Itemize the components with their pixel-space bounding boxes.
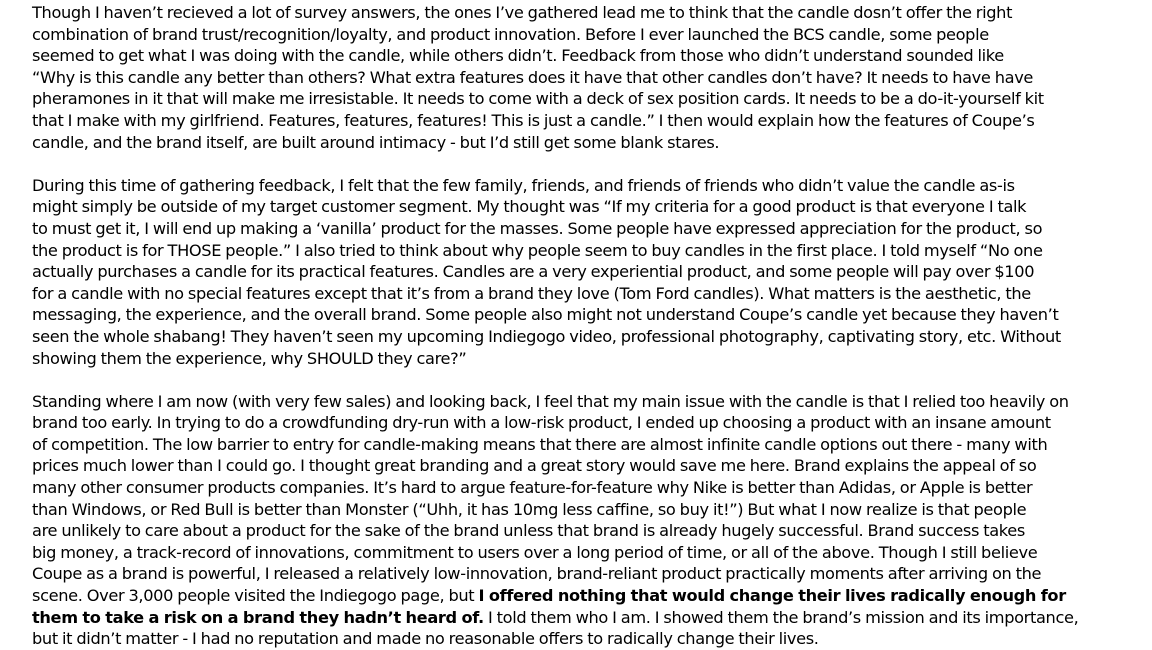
text-line: pheramones in it that will make me irresistable. It needs to come with a deck of sex position cards. It needs to be a do-it-yourself kit [32, 89, 1044, 109]
text-line: Standing where I am now (with very few sales) and looking back, I feel that my main issue with the candle is that I relied too heavily on [32, 391, 1069, 411]
text-line: prices much lower than I could go. I thought great branding and a great story would save me here. Brand explains the appeal of so [32, 456, 1037, 476]
text-line: the product is for THOSE people.” I also tried to think about why people seem to buy candles in the first place. I told myself “No one [32, 240, 1043, 260]
text-line-mixed [32, 607, 1124, 629]
text-line: but it didn’t matter - I had no reputation and made no reasonable offers to radically change their lives. [32, 629, 819, 649]
text-line: Coupe as a brand is powerful, I released a relatively low-innovation, brand-reliant product practically moments after arriving on the [32, 564, 1042, 584]
text-line: to must get it, I will end up making a ‘vanilla’ product for the masses. Some people have expressed appreciation for the product, so [32, 218, 1043, 238]
paragraph-gathering-feedback [32, 175, 1124, 369]
text-line: seemed to get what I was doing with the candle, while others didn’t. Feedback from those who didn’t understand sounded like [32, 46, 1004, 66]
text-line: “Why is this candle any better than others? What extra features does it have that other candles don’t have? It needs to have have [32, 67, 1034, 87]
paragraph-survey-feedback [32, 2, 1124, 153]
text-line: During this time of gathering feedback, I felt that the few family, friends, and friends of friends who didn’t value the candle as-is [32, 175, 1015, 195]
text-segment: I told them who I am. I showed them the brand’s mission and its importance, [483, 607, 1079, 627]
text-line: that I make with my girlfriend. Features, features, features! This is just a candle.” I then would explain how the features of Coupe’s [32, 110, 1035, 130]
text-segment: scene. Over 3,000 people visited the Indiegogo page, but [32, 586, 479, 606]
bold-emphasis: I offered nothing that would change their lives radically enough for [478, 586, 1066, 606]
text-line: actually purchases a candle for its practical features. Candles are a very experiential product, and some people will pay over $100 [32, 262, 1035, 282]
text-line: showing them the experience, why SHOULD they care?” [32, 348, 467, 368]
bold-emphasis: them to take a risk on a brand they hadn’t heard of. [32, 607, 484, 627]
text-line: messaging, the experience, and the overall brand. Some people also might not understand Coupe’s candle yet because they haven’t [32, 305, 1059, 325]
text-line: candle, and the brand itself, are built around intimacy - but I’d still get some blank stares. [32, 132, 720, 152]
text-line: of competition. The low barrier to entry for candle-making means that there are almost infinite candle options out there - many with [32, 434, 1048, 454]
text-line: than Windows, or Red Bull is better than Monster (“Uhh, it has 10mg less caffine, so buy it!”) But what I now realize is that people [32, 499, 1027, 519]
paragraph-looking-back [32, 391, 1124, 650]
text-line: Though I haven’t recieved a lot of survey answers, the ones I’ve gathered lead me to think that the candle dosn’t offer the right [32, 3, 1013, 22]
document-body [32, 2, 1124, 650]
text-line: might simply be outside of my target customer segment. My thought was “If my criteria for a good product is that everyone I talk [32, 197, 1027, 217]
text-line: big money, a track-record of innovations, commitment to users over a long period of time, or all of the above. Though I still believe [32, 542, 1038, 562]
text-line: are unlikely to care about a product for the sake of the brand unless that brand is already hugely successful. Brand success takes [32, 521, 1025, 541]
text-line: brand too early. In trying to do a crowdfunding dry-run with a low-risk product, I ended up choosing a product with an insane amount [32, 413, 1051, 433]
text-line: seen the whole shabang! They haven’t seen my upcoming Indiegogo video, professional photography, captivating story, etc. Without [32, 326, 1061, 346]
text-line: combination of brand trust/recognition/loyalty, and product innovation. Before I ever launched the BCS candle, some people [32, 24, 989, 44]
text-line: for a candle with no special features except that it’s from a brand they love (Tom Ford candles). What matters is the aesthetic, the [32, 283, 1031, 303]
text-line-mixed [32, 585, 1124, 607]
text-line: many other consumer products companies. It’s hard to argue feature-for-feature why Nike is better than Adidas, or Apple is better [32, 478, 1033, 498]
